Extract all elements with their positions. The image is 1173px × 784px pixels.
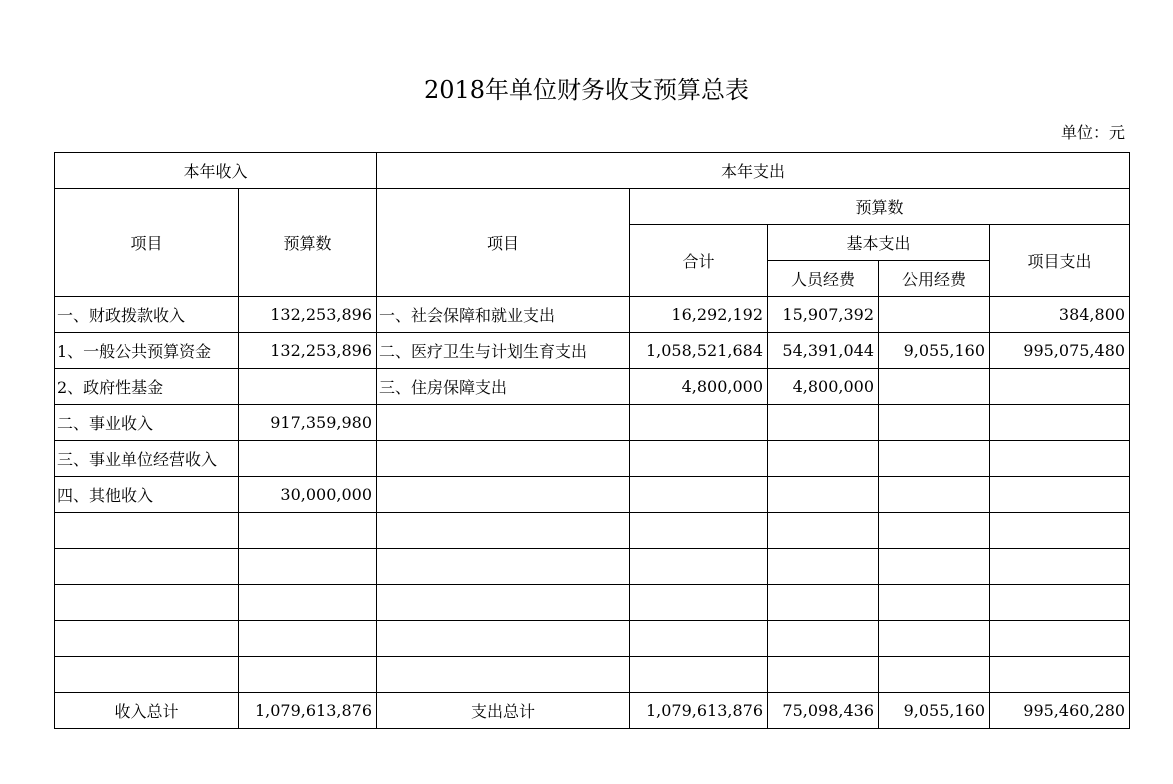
total-cell [630, 405, 768, 441]
public-sum-cell: 9,055,160 [879, 693, 990, 729]
income-budget-header: 预算数 [239, 189, 377, 297]
project-cell [990, 441, 1130, 477]
personnel-cell: 4,800,000 [768, 369, 879, 405]
income-item-cell [55, 549, 239, 585]
income-amount-cell: 917,359,980 [239, 405, 377, 441]
basic-expense-header: 基本支出 [768, 225, 990, 261]
income-item-cell [55, 621, 239, 657]
public-cell [879, 549, 990, 585]
income-amount-cell: 132,253,896 [239, 297, 377, 333]
income-item-header: 项目 [55, 189, 239, 297]
expense-item-header: 项目 [377, 189, 630, 297]
project-cell [990, 585, 1130, 621]
budget-group-header: 预算数 [630, 189, 1130, 225]
unit-label: 单位：元 [1060, 123, 1125, 142]
personnel-cell [768, 621, 879, 657]
total-cell [630, 585, 768, 621]
project-expense-header: 项目支出 [990, 225, 1130, 297]
personnel-cell [768, 513, 879, 549]
project-sum-cell: 995,460,280 [990, 693, 1130, 729]
public-cell [879, 513, 990, 549]
income-item-cell: 2、政府性基金 [55, 369, 239, 405]
income-total-amount: 1,079,613,876 [239, 693, 377, 729]
expense-item-cell [377, 405, 630, 441]
total-cell [630, 657, 768, 693]
project-cell [990, 369, 1130, 405]
income-amount-cell [239, 621, 377, 657]
income-item-cell: 四、其他收入 [55, 477, 239, 513]
income-amount-cell [239, 441, 377, 477]
total-header: 合计 [630, 225, 768, 297]
project-cell [990, 549, 1130, 585]
expense-item-cell: 三、住房保障支出 [377, 369, 630, 405]
public-cell [879, 297, 990, 333]
total-cell [630, 513, 768, 549]
header-row-1 [55, 153, 1130, 189]
public-cell [879, 657, 990, 693]
personnel-cell: 15,907,392 [768, 297, 879, 333]
income-group-header: 本年收入 [55, 153, 377, 189]
income-item-cell [55, 657, 239, 693]
public-cell: 9,055,160 [879, 333, 990, 369]
table-row [55, 549, 1130, 585]
income-item-cell: 二、事业收入 [55, 405, 239, 441]
total-cell [630, 549, 768, 585]
personnel-cell [768, 585, 879, 621]
personnel-cell [768, 657, 879, 693]
income-amount-cell [239, 513, 377, 549]
table-row [55, 513, 1130, 549]
income-amount-cell: 30,000,000 [239, 477, 377, 513]
project-cell [990, 513, 1130, 549]
personnel-cell [768, 549, 879, 585]
total-cell [630, 621, 768, 657]
table-row [55, 585, 1130, 621]
project-cell [990, 657, 1130, 693]
project-cell: 384,800 [990, 297, 1130, 333]
expense-item-cell: 一、社会保障和就业支出 [377, 297, 630, 333]
expense-item-cell [377, 585, 630, 621]
expense-group-header: 本年支出 [377, 153, 1130, 189]
income-total-label: 收入总计 [55, 693, 239, 729]
table-row [55, 657, 1130, 693]
personnel-cell: 54,391,044 [768, 333, 879, 369]
income-item-cell: 三、事业单位经营收入 [55, 441, 239, 477]
public-cell [879, 621, 990, 657]
personnel-cell [768, 441, 879, 477]
income-amount-cell [239, 585, 377, 621]
income-amount-cell [239, 657, 377, 693]
expense-total-label: 支出总计 [377, 693, 630, 729]
table-row [55, 369, 1130, 405]
expense-item-cell [377, 477, 630, 513]
table-row [55, 477, 1130, 513]
public-cell [879, 441, 990, 477]
total-cell: 1,058,521,684 [630, 333, 768, 369]
income-item-cell [55, 513, 239, 549]
total-sum-cell: 1,079,613,876 [630, 693, 768, 729]
total-cell [630, 441, 768, 477]
total-cell [630, 477, 768, 513]
total-cell: 4,800,000 [630, 369, 768, 405]
project-cell [990, 621, 1130, 657]
page-title: 2018年单位财务收支预算总表 [423, 76, 750, 104]
public-cell [879, 477, 990, 513]
table-row [55, 297, 1130, 333]
expense-item-cell: 二、医疗卫生与计划生育支出 [377, 333, 630, 369]
expense-item-cell [377, 657, 630, 693]
totals-row [55, 693, 1130, 729]
table-row [55, 405, 1130, 441]
header-row-2 [55, 189, 1130, 225]
expense-item-cell [377, 441, 630, 477]
income-item-cell: 一、财政拨款收入 [55, 297, 239, 333]
personnel-cell [768, 477, 879, 513]
project-cell: 995,075,480 [990, 333, 1130, 369]
personnel-cell [768, 405, 879, 441]
personnel-header: 人员经费 [768, 261, 879, 297]
expense-item-cell [377, 621, 630, 657]
income-item-cell [55, 585, 239, 621]
personnel-sum-cell: 75,098,436 [768, 693, 879, 729]
public-cell [879, 369, 990, 405]
project-cell [990, 405, 1130, 441]
table-row [55, 441, 1130, 477]
project-cell [990, 477, 1130, 513]
expense-item-cell [377, 549, 630, 585]
income-amount-cell [239, 369, 377, 405]
income-item-cell: 1、一般公共预算资金 [55, 333, 239, 369]
table-row [55, 621, 1130, 657]
table-row [55, 333, 1130, 369]
income-amount-cell: 132,253,896 [239, 333, 377, 369]
total-cell: 16,292,192 [630, 297, 768, 333]
public-cell [879, 585, 990, 621]
expense-item-cell [377, 513, 630, 549]
budget-table [54, 152, 1130, 729]
public-cell [879, 405, 990, 441]
income-amount-cell [239, 549, 377, 585]
public-header: 公用经费 [879, 261, 990, 297]
